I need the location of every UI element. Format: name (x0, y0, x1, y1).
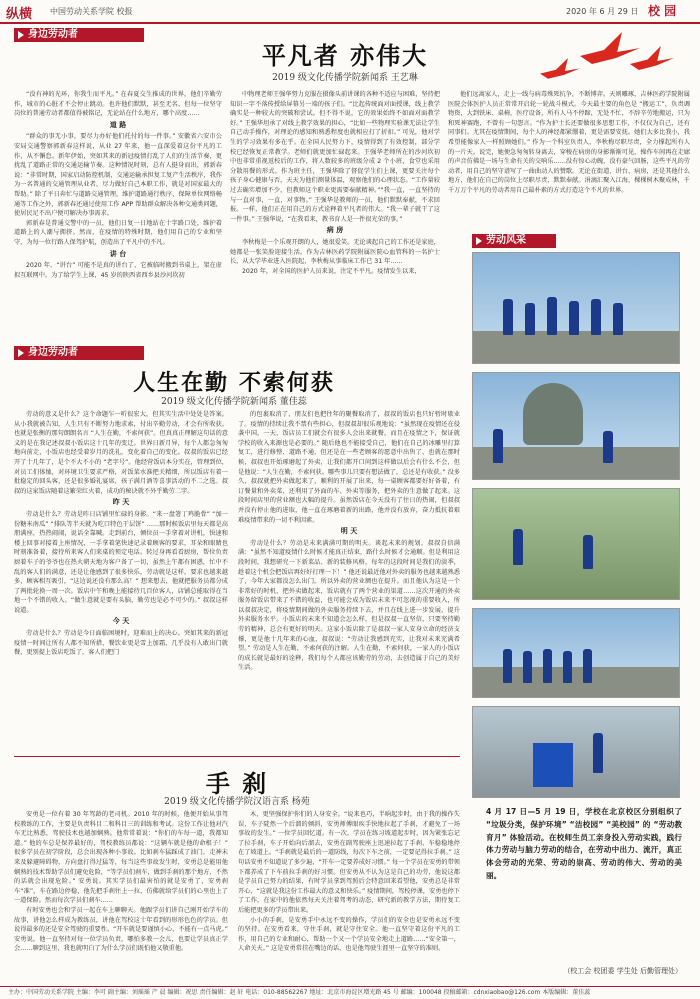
paragraph: 2020 年，“讲台” 可能不是真的讲台了，它被临时搬到书桌上，架在虚拟互联网中。为了给学生上课，45 岁的陕西省西乡县沙河坎初 (14, 262, 222, 279)
paragraph: 的包裹取消了，朋友们也把往年的聚餐取消了，叔叔的饭店也只好暂时歇业了。疫情的持续让我不禁有些担心，但叔叔却很乐观地说：“虽然现在疫情还在侵袭中国，一天，饭店员工们就会有很多人会出来就餐，而且在疫情之下，保证就学校的收入来源也是必要的。” 随后他也不能接受自己，他们在自己的冰雕里打算复工，进行修整、道路不通，但还是在一些老顾客的愿意中出售了，也就在那时候，叔叔也开始琢磨起了外卖，让我们都开口问到这样做以后会有什么不会，但是他说：“人生在勤，不索何获。哪些事儿只要有想法做了，总还是有收获。” 没多久，叔叔就把外卖做起来了，顺利的开展了出来，每一桌顾客都要好好备着，有订餐量和外卖菜，还利用了外面的车、外卖等服务，把外卖的生意做了起来。这段时间店里的营业额也大幅的提升。虽然饭店在今天没有了往日的热闹，但叔叔并没有停止他的进取，他一直在琢磨着新的出路，他并没有放弃，奋力抵抗着艰难疫情带来的一切不利因素。 (238, 411, 460, 524)
photo-credit: （校工会 校团委 学生处 后勤管理处） (563, 967, 682, 975)
section-banner-2: 身边劳动者 (14, 346, 144, 360)
article2-column-2 (238, 410, 460, 750)
bird-icon (580, 32, 640, 72)
newspaper-logo: 纵横 (6, 7, 33, 22)
article1-title: 平凡者 亦伟大 (261, 41, 429, 70)
section-banner-1: 身边劳动者 (14, 28, 144, 42)
paragraph: 劳动是什么？劳动是昨日店铺里忙碌的身影。“来一盘箸丁鸡脆骨” “加一份糖米南瓜” “排队等半天就为吃口特色干层饼” ……那时候饭店里每天都是高朋满座，热热闹闹，说话全靠喊。走到前台，倾位员一手拿着对讲机，快速和楼上回事对接着上座情况，一手拿着笔快速记录着顾客的要求，耳朵和眼睛也时刻准备着，接待所来客人们来桌的预定电话。转过身再看看厨房，帮位负责厨着车子的爷爷也在热火朝天地为客户备了一切，虽然上午都有困惑，忙中不乱的客人们的满意，还是让他感到了很多快乐，劳动就是这样，要求也越来越多，顾客相互吸引，“这边说还没有那么高！” 想来想去，他就把服务员都分成了两批轮换一周一次。饭店中午和晚上能接待几百位客人，店铺总能取得在当地一个不错的收入。“做生意就是要有头脑，勤劳也是必不可少的。” 叔叔这样说道。 (14, 510, 228, 614)
article1-byline: 2019 级文化传播学院新闻系 王艺琳 (272, 73, 418, 83)
section-name: 校 园 (648, 4, 677, 18)
photo-cleaning-sculpture (472, 372, 680, 480)
person-figure (503, 649, 512, 683)
article2-byline: 2019 级文化传播学院新闻系 董佳蕊 (161, 397, 307, 407)
person-figure (613, 303, 623, 335)
person-figure (591, 299, 601, 335)
person-figure (547, 297, 557, 335)
person-figure (563, 651, 572, 683)
article3-title: 手 刹 (205, 769, 269, 798)
photo-caption: 4 月 17 日—5 月 19 日，学校在北京校区分别组织了 “垃圾分类，保护环境” “洁校园” “美校园” 的 “劳动教育月” 体验活动。在校师生员工亲身投入劳动实践，践行体力劳动与脑力劳动的结合，在劳动中出力、流汗，真正体会劳动的光荣、劳动的崇高、劳动的伟大、劳动的美丽。 (486, 807, 682, 880)
paragraph: 木，更坚强保护你们的人身安全。“说来也巧，半晌起步时，由于我的操作失误，车子陡然一个后溜的倾斜，安勇师傅眼疾手快地拉起了手刹，才避免了一场事故的发生。” 一位学员回忆道。有一次，学员在练习坡道起步时，因为紧张忘记了拉手刹，车子开始向后溜去，安勇在副驾驶座上迅速拉起了手刹，车稳稳地停在了坡道上。“手刹就是最后的一道防线，每次下车之前，一定要记得拉手刹。” 这句话安勇不知道说了多少遍，“开车一定要养成好习惯。” 每一个学员在安勇的带领下都养成了下车前拉手刹的好习惯。但安勇从不认为这是自己的功劳，他说这都是学员自己努力的结果，有时学员拿到驾照后会特意回来看望他，安勇总是非常开心，“这就是我这份工作最大的意义和快乐。” 疫情期间，驾校停课，安勇也停下了工作，在家中的他依然每天关注着驾考的动态，研究新的教学方法，期待复工后能把更多的学员带出来。 (238, 811, 460, 914)
article3-column-2 (238, 810, 460, 982)
person-figure (603, 431, 613, 463)
person-figure (583, 649, 592, 683)
article1-column-3 (448, 90, 690, 228)
subheading: 今 天 (112, 617, 130, 626)
paragraph: 李秋梅是一个乐观开朗的人，她很爱笑。无论谈起自己的工作还是家庭，她都是一张笑脸迎接生活。作为吉林医药学院附属医院心血管科的一名护士长，从大学毕业进入医院起，李秋梅从事临床工作已 31 年…… (230, 238, 440, 266)
paragraph: 郭新春是普通交警中的一员，他们日复一日地站在十字路口处，维护着道路上的人潮与拥挤。然而，在疫情的特殊时期，他们用自己的专业和坚守，为每一位行路人保驾护航，创造出了平凡中的不凡。 (14, 219, 222, 246)
article1-column-1 (14, 90, 222, 336)
subheading: 明 天 (340, 527, 358, 536)
photo-sweeping-lawn (472, 488, 680, 600)
paragraph: 劳动是什么？劳动是今日面临困境时，迎难而上的决心。突如其来的新冠疫情一时间让所有人都不知所措，餐饮业更是雪上加霜，几乎没有人敢出门就餐，更别提上饭店吃饭了，客人们把门 (14, 630, 228, 657)
paragraph: 他们远离家人，走上一线与病毒殊死抗争，不断博弈。天则雕琢，吉林医药学院附属医院会体医护人员正常常开启轮一轮战斗模式。今天最主要的角色是 “搬运工”，负责调物资，大到铁床、桌椅，医疗设备，所有人马不停蹄，无处不忙，不辞辛劳地搬运，只为和死神赛跑，不曾有一句怨言。“作为护士长还要做很多思想工作，不仅仅为自己，还有同事们。尤其在疫情期间，每个人的神经都紧绷着，更是需要安抚。她们大多比我小，我希望能像家人一样照顾她们。” 作为一个科室负责人，李秋梅尽职尽责，全力撑起所有人的一片天。说完，她便急匆匆转身离去，穿梭在病房的身影渐渐可见，操作车间再在走廊的声音仿佛是一场与生命有关的交响乐……没有惊心动魄，没有豪气回肠，这些平凡的劳动者，用自己的坚守谱写了一曲曲动人的赞歌。无论在街道、讲台、病房，还是其他什么地方，他们在自己的岗位上尽职尽责，默默奉献。涓滴汇聚入江海，棵棵树木聚成林，千千万万个平凡的劳动者用自己最朴素的方式打造这个不凡的世界。 (448, 91, 690, 194)
paragraph: 劳动的意义是什么？这个命题乍一听很宏大，但其实生活中处处是答案。从小我就被告知，人生只有不断努力地求索，付出辛勤劳动，才会有所收获。也就是张衡的那句朗朗名言 “人生在勤，不索何获”。但真真正理解这句话的意义的是在我记述叔叔小饭店这十几年的变迁。世界日新月异，每个人都急匆匆地向前走，小饭店也经受着岁月的洗礼，变化着自己的变化。叔叔的饭店已经开了十几年了，是个不大不小的 “老字号”。他经营饭店本分实在，管理到位，对员工们体恤，对环境卫生要求严格，对饭菜水准把关精细，所以饭店有着一批稳定的回头客，还是很多婚礼宴席，孩子满月酒等喜事活动的不二之选。叔叔的这家饭店随着这繁荣红火着，成功的秘诀就不外乎勤劳二字。 (14, 411, 228, 495)
article3-column-1 (14, 810, 228, 982)
photo-ground (473, 447, 679, 479)
divider-line (14, 756, 460, 757)
page-footer: 主办：中国劳动关系学院 主编：李可 副主编：刘瑶瑶 产 晨 编辑：祝思 责任编辑：赵 轩 电话：010-88562267 地址：北京市海淀区增光路 45 号 邮编：100048 投稿邮箱：cdnxiaobao@126.com 本版编辑：董佳蕊 (0, 986, 700, 999)
person-figure (583, 535, 593, 569)
paragraph: 小小的手刹，是安勇手中永远不变的操作，学员们的安全也是安勇永远不变的坚持。在安勇看来，守住手刹，就是守住安全。他一直坚守着这份平凡的工作，用自己的专业和耐心，帮助一个又一个学员安全地走上道路……“安全第一，人命关天。” 这是安勇常挂在嘴边的话，也是他驾驶生涯里一直坚守的准则。 (238, 916, 460, 953)
bird-icon (630, 46, 674, 76)
article3-byline: 2019 级文化传播学院汉语言系 杨苑 (164, 797, 310, 807)
person-figure (543, 649, 552, 683)
photo-ground (473, 331, 679, 363)
photo-section-banner: 劳动风采 (472, 234, 556, 248)
article2-column-1 (14, 410, 228, 750)
person-figure (593, 733, 603, 773)
photo-volunteers-outdoors (472, 252, 680, 364)
issue-date: 2020 年 6 月 29 日 (566, 7, 639, 16)
subheading: 病 房 (326, 226, 344, 235)
person-figure (523, 651, 532, 683)
subheading: 讲 台 (109, 249, 127, 258)
paragraph: 有时安勇也会和学员一起在车上聊聊天。他跟学员们讲自己刚开始学车的故事，讲他怎么样成为教练员，讲他在驾校这十年看到的形形色色的学员。但说得最多的还是安全驾驶的重要性。“开车就是要谨慎小心，不能有一点马虎。” 安勇说。他一直坚持对每一位学员负责，哪怕多教一会儿，也要让学员真正学会……聊到这里，我也就明白了为什么学员们既怕他又敬重他。 (14, 906, 228, 953)
sculpture-shape (523, 383, 583, 445)
article2-title: 人生在勤 不索何获 (133, 370, 335, 396)
blue-bin-shape (533, 743, 573, 787)
paragraph: “群众的事无小事，要尽力办好他们托付的每一件事。” 安徽省六安市公安局交通警察郭新春这样说，从业 27 年来，他一直深爱着这份平凡的工作，从不懈怠。新年伊始，突如其来的新冠疫情打乱了人们的生活节奏，更扰乱了道路正常的交通运输节奏。这种情况时刻，总有人挺身而出，郭新春说：“非常时期，国家启动防控机制，交通运输承担复工复产生活秩序，我作为一名普通的交通管理从业者，尽力做好自己本职工作，就是对国家最大的帮助。” 除了平日奔忙与道路交通管理，维护道路通行秩序，保障单位网络畅通等工作之外，郭新春还通过使用工作 APP 帮助群众解决各种交通类问题，使居民足不出户便可解决办事需求。 (14, 133, 222, 218)
subheading: 昨 天 (112, 498, 130, 507)
paragraph: 中物理老师王强华努力克服在摄像头前讲课的各种不适应与困难，坚持把知识一字不落传授给屏幕另一端的孩子们。“比起传统面对面授课，线上教学确实是一种较大的突破和尝试。但不得不说，它的效果始终不如面对面教学好。” 王强华坦承了对线上教学效果的担心，“比如一些物理实验课无法让学生自己动手操作，对理论的感知和熟悉程度也就相应打了折扣。” 可见，他对学生的学习效果有多在乎。在全国人民努力下，疫情得到了有效控制，部分学校已经恢复正常教学。老师们就更加忙碌起来。王强华老师所在的沙河坎初中也非常重视返校后的工作，将人数较多的班级分成 2 个小班，食堂也采用分散用餐的形式。作为班主任，王强华除了督促学生们上课，更要关注每个孩子身心健康与否，天天为他们测量体温，观察他们的心理状态。“工作量较过去确实增加不少，但教师这个职业更需要奉献精神。”“我一直，一直坚持的与一直对事，一直，对事物。” 王强华是教师的一员，他们默默奉献，不求回报。一样，他们正在用自己的方式诠释着平凡者的伟大。“我一辈子就干了这一件事。” 王强华说，“在我看来，教书育人是一件很光荣的事。” (230, 91, 440, 223)
person-figure (493, 429, 503, 463)
paragraph: 安勇是一位有着 30 年驾龄的老司机。2010 年的时候，他便开始从事驾校教练的工作，主要是负责科目二和科目三的训练和考试。这份工作让他对汽车无比熟悉，驾驶技术也越加娴熟。他常常着说：“你们的车每一道，我都知道。” 他的车总是保养最好的，驾校教练员都说：“这辆车就是他的命根子！” 很多学员在初学阶段，总会出现各种小事故。比如刹车猛踩成了油门，走神未来及躲避障碍物，方向盘打得过猛等，每当这些事故发生时，安勇总是能用他娴熟的技术帮助学员们避免危险，“等学员们刹车，做到手刹的那个地方，不然的话就会出现危险。” 安勇说。其实学员们最害怕的就是安勇了，安勇刹车“准”，车在路边停稳，他先把手刹往上一拉，仿佛就给学员们的心里也上了一道保险。然而每次学员们刹车…… (14, 811, 228, 905)
decorative-birds (520, 28, 690, 88)
newspaper-subtitle: 中国劳动关系学院 校报 (50, 7, 133, 16)
photo-recycling-bins (472, 706, 680, 798)
article1-column-2 (230, 90, 440, 336)
paragraph: “没有神的光环，你我生而平凡。” 在春夏交生推成的世界，他们辛勤劳作，城市的心脏才不会停止跳动。也许他们默默，甚至无名，但每一位坚守岗位的普通劳动者都值得被铭记，无论站在什么地方，哪个高度…… (14, 91, 222, 118)
subheading: 道 路 (109, 120, 127, 129)
person-figure (503, 299, 513, 335)
photo-group-walking (472, 608, 680, 698)
paragraph: 2020 年，对全国的医护人员来说，注定不平凡。疫情发生以来， (242, 267, 421, 275)
person-figure (525, 303, 535, 335)
person-figure (569, 301, 579, 335)
bird-icon (540, 58, 580, 84)
person-figure (513, 529, 523, 565)
paragraph: 劳动是什么？劳动是未来满满可期的明天。谈起未来的规划，叔叔自信满满：“虽然不知道疫情什么时候才能真正结束，路什么时候才会通顺。但是利用这段时间，我想研究一下新菜品、新的装修风格，每年的这段时间是我们的淡季，趁着这个机会把饭店再好好打理一下！” 他还说最近他对外卖的服务也越来越熟悉了，今年大家都没怎么出门。所以外卖的营业额也在提升。而且他认为这是一个非常好的时机，把外卖做起来，饭店就有了两个营业的渠道……这次开通的外卖服务给饭店带来了不错的收益，也可能会成为饭店未来不可忽视的重要收入，所以叔叔决定，将疫情期间做的外卖服务持续下去，并且在线上进一步发展，提升外卖服务水平。小饭店的未来不知道会怎么样，但是叔叔一直坚信，只要坚持勤劳的精神，总会有更好的明天。这家小饭店除了是叔叔一家人安身立命的经济支撑，更是他十几年来的心血，叔叔说：“劳动让我感到充实，让我对未来充满希望。” 劳动是人生在勤，不索何获的注解。人生在勤，不索何获，一家人的小饭店的成长就是最好的诠释，我们每个人都应该勤劳的劳动，去创造属于自己的美好生活。 (238, 539, 460, 672)
